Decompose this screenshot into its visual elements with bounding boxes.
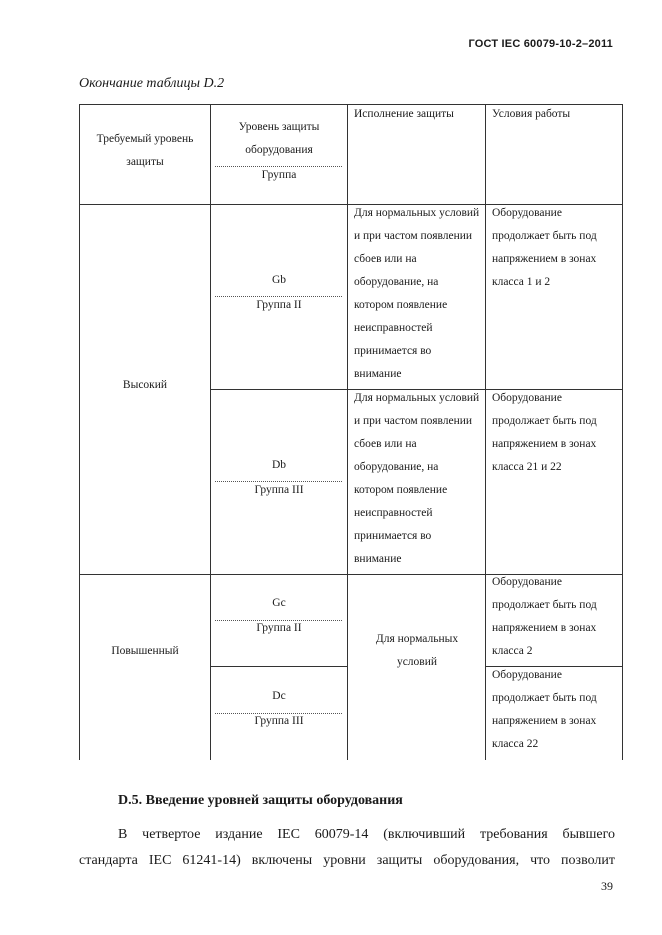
- group-ii: Группа II: [256, 299, 302, 311]
- col-divider: [210, 104, 211, 760]
- paragraph-line: стандарта IEC 61241-14) включены уровни защиты оборудования, что позволит: [79, 853, 615, 868]
- header-conditions: Условия работы: [492, 108, 571, 120]
- paragraph-line: В четвертое издание IEC 60079-14 (включивший требования бывшего: [118, 827, 615, 842]
- epl-db: Db: [271, 459, 287, 471]
- group-iii: Группа III: [254, 484, 304, 496]
- document-code: ГОСТ IEC 60079-10-2–2011: [468, 38, 613, 50]
- epl-gb: Gb: [271, 274, 287, 286]
- protection-text: Для нормальных условий и при частом появлении сбоев или на оборудование, на котором появление неисправностей принимается во внимание: [354, 207, 480, 380]
- header-group: Группа: [261, 169, 297, 181]
- header-protection: Исполнение защиты: [354, 108, 454, 120]
- header-required-level: Требуемый уровень защиты: [96, 133, 194, 168]
- protection-text: Для нормальных условий: [375, 633, 459, 668]
- conditions-text: Оборудование продолжает быть под напряжением в зонах класса 2: [492, 576, 597, 657]
- table-caption: Окончание таблицы D.2: [79, 76, 225, 91]
- header-equipment-level: Уровень защиты оборудования: [238, 121, 320, 156]
- conditions-text: Оборудование продолжает быть под напряжением в зонах класса 22: [492, 669, 597, 750]
- epl-gc: Gc: [272, 597, 286, 609]
- page-number: 39: [601, 879, 613, 893]
- level-increased: Повышенный: [111, 645, 179, 657]
- protection-levels-table: [79, 104, 623, 760]
- group-iii: Группа III: [254, 715, 304, 727]
- group-ii: Группа II: [256, 622, 302, 634]
- epl-dc: Dc: [272, 690, 286, 702]
- conditions-text: Оборудование продолжает быть под напряжением в зонах класса 1 и 2: [492, 207, 597, 288]
- protection-text: Для нормальных условий и при частом появлении сбоев или на оборудование, на котором появление неисправностей принимается во внимание: [354, 392, 480, 565]
- level-high: Высокий: [122, 379, 168, 391]
- conditions-text: Оборудование продолжает быть под напряжением в зонах класса 21 и 22: [492, 392, 597, 473]
- section-title: D.5. Введение уровней защиты оборудования: [118, 793, 403, 808]
- row-divider: [210, 666, 348, 667]
